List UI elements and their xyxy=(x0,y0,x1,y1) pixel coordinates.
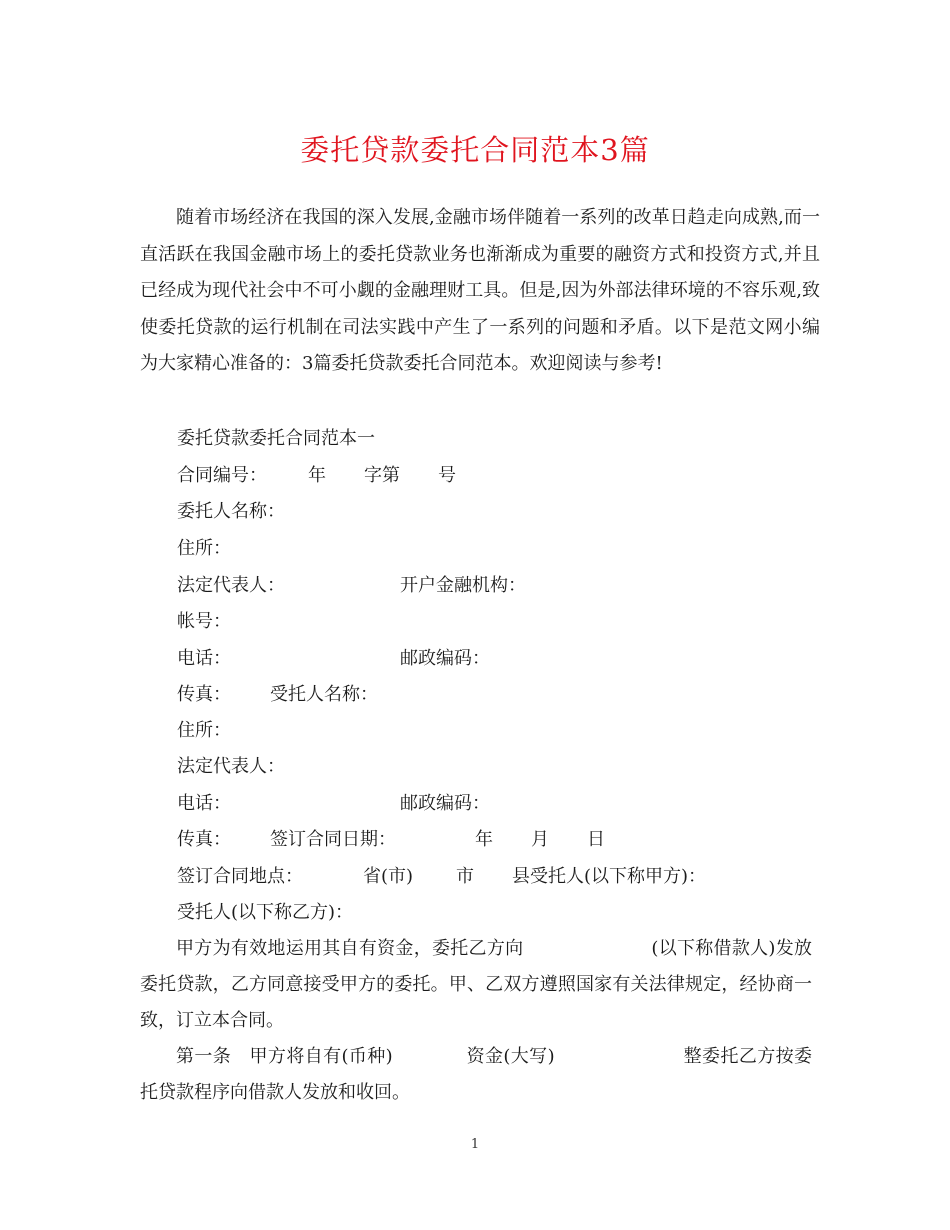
principal-bank-label: 开户金融机构： xyxy=(400,575,526,596)
agent-name-label: 受托人名称： xyxy=(270,684,378,705)
agent-rep-label: 法定代表人： xyxy=(177,756,285,777)
sign-date-year: 年 xyxy=(475,829,493,850)
sign-date-day: 日 xyxy=(587,829,605,850)
sign-place-province: 省(市) xyxy=(363,866,414,887)
article-1-paragraph: 第一条 甲方将自有(币种) 资金(大写) 整委托乙方按委托贷款程序向借款人发放和收回。 xyxy=(140,1046,812,1103)
contract-number-no: 号 xyxy=(438,465,456,486)
principal-address-label: 住所： xyxy=(177,538,231,559)
sign-date-month: 月 xyxy=(531,829,549,850)
principal-name-label: 委托人名称： xyxy=(177,501,285,522)
agent-fax-label: 传真： xyxy=(177,829,231,850)
document-title: 委托贷款委托合同范本3篇 xyxy=(300,133,650,167)
page-number: 1 xyxy=(470,1137,480,1152)
agent-address-label: 住所： xyxy=(177,720,231,741)
contract-number-char: 字第 xyxy=(364,465,400,486)
intro-paragraph: 随着市场经济在我国的深入发展,金融市场伴随着一系列的改革日趋走向成熟,而一直活跃在我国金融市场上的委托贷款业务也渐渐成为重要的融资方式和投资方式,并且已经成为现代社会中不可小觑的金融理财工具。但是,因为外部法律环境的不容乐观,致使委托贷款的运行机制在司法实践中产生了一系列的问题和矛盾。以下是范文网小编为大家精心准备的：3篇委托贷款委托合同范本。欢迎阅读与参考! xyxy=(140,207,820,374)
contract-number-label: 合同编号： xyxy=(177,465,267,486)
principal-rep-label: 法定代表人： xyxy=(177,575,285,596)
sign-place-city: 市 xyxy=(456,866,474,887)
contract-paragraph-1: 甲方为有效地运用其自有资金，委托乙方向 (以下称借款人)发放委托贷款，乙方同意接受甲方的委托。甲、乙双方遵照国家有关法律规定，经协商一致，订立本合同。 xyxy=(140,938,812,1031)
principal-phone-label: 电话： xyxy=(177,648,231,669)
section-heading: 委托贷款委托合同范本一 xyxy=(177,428,375,449)
party-b-label: 受托人(以下称乙方)： xyxy=(177,902,354,923)
principal-account-label: 帐号： xyxy=(177,611,231,632)
contract-number-year: 年 xyxy=(308,465,326,486)
sign-date-label: 签订合同日期： xyxy=(270,829,396,850)
principal-fax-label: 传真： xyxy=(177,684,231,705)
agent-phone-label: 电话： xyxy=(177,793,231,814)
sign-place-label: 签订合同地点： xyxy=(177,866,303,887)
agent-postcode-label: 邮政编码： xyxy=(400,793,490,814)
principal-postcode-label: 邮政编码： xyxy=(400,648,490,669)
sign-place-county-party-a: 县受托人(以下称甲方)： xyxy=(512,866,707,887)
